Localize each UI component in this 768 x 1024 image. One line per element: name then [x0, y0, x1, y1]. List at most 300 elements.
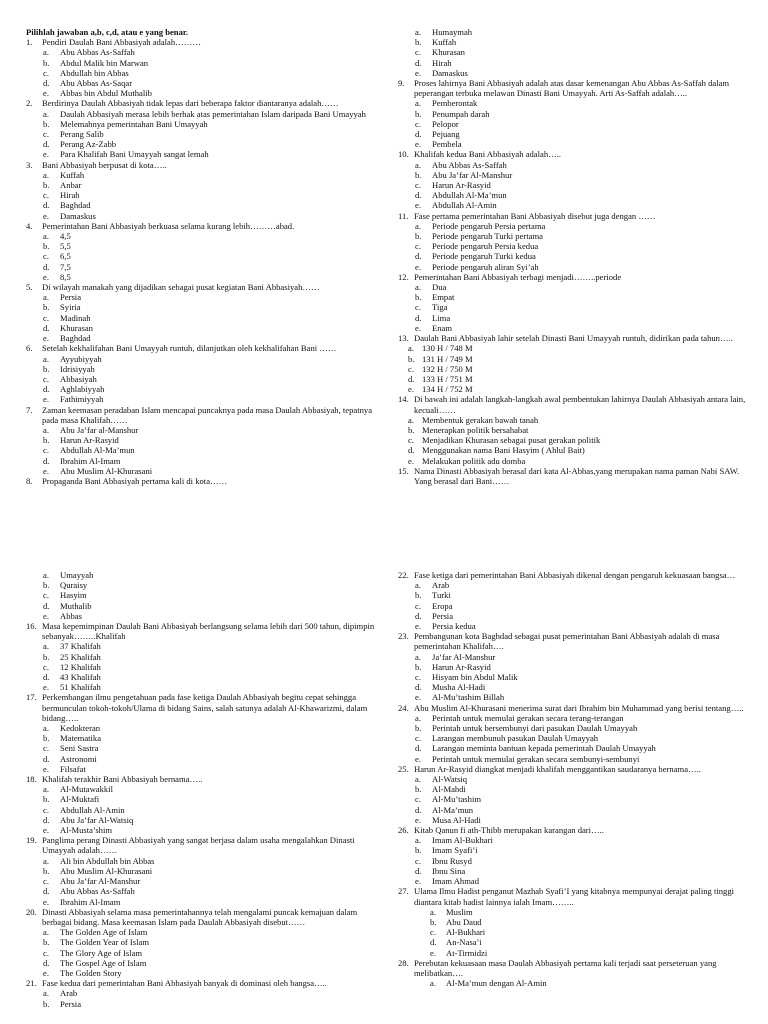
option-text: Periode pengaruh Persia kedua	[432, 241, 539, 252]
answer-option	[398, 692, 748, 702]
option-text: Pembela	[432, 139, 462, 150]
question-text: Masa kepemimpinan Daulah Bani Abbasiyah berlangsung selama lebih dari 500 tahun, dipimpin sebanyak……..Khalifah	[42, 621, 375, 642]
answer-option	[26, 384, 376, 394]
option-text: Imam Syafi’i	[432, 845, 478, 856]
question-number: 15.	[398, 465, 409, 476]
answer-option	[26, 662, 376, 672]
question	[398, 570, 748, 580]
answer-option	[26, 570, 376, 580]
question	[26, 282, 376, 292]
answer-option	[398, 590, 748, 600]
option-text: Kedokteran	[60, 723, 101, 734]
answer-option	[398, 343, 748, 353]
question	[26, 907, 376, 927]
answer-option	[26, 815, 376, 825]
option-letter: d.	[415, 743, 422, 754]
answer-option	[398, 170, 748, 180]
answer-option	[398, 98, 748, 108]
answer-option	[26, 927, 376, 937]
option-text: Al-Watsiq	[432, 774, 468, 785]
question	[26, 221, 376, 231]
answer-option	[398, 58, 748, 68]
question	[398, 149, 748, 159]
answer-option	[26, 672, 376, 682]
answer-option	[398, 374, 748, 384]
option-text: Arab	[432, 580, 450, 591]
answer-option	[398, 601, 748, 611]
option-letter: b.	[43, 998, 50, 1009]
answer-option	[26, 825, 376, 835]
option-text: Melakukan politik adu domba	[422, 455, 526, 466]
answer-option	[398, 662, 748, 672]
option-text: Baghdad	[60, 200, 91, 211]
answer-option	[26, 733, 376, 743]
option-text: Abdullah Al-Ma’mun	[60, 445, 135, 456]
option-letter: e.	[415, 200, 421, 211]
option-letter: a.	[430, 978, 436, 989]
option-letter: a.	[43, 927, 49, 938]
option-letter: a.	[43, 641, 49, 652]
option-letter: c.	[408, 363, 414, 374]
option-text: Khurasan	[60, 322, 93, 333]
question-text: Kitab Qanun fi ath-Thibb merupakan karangan dari…..	[414, 825, 604, 836]
answer-option	[26, 948, 376, 958]
option-letter: c.	[415, 118, 421, 129]
question-number: 7.	[26, 404, 33, 415]
answer-option	[398, 754, 748, 764]
answer-option	[398, 180, 748, 190]
answer-option	[398, 713, 748, 723]
answer-option	[26, 200, 376, 210]
answer-option	[26, 866, 376, 876]
answer-option	[26, 445, 376, 455]
option-text: At-Tirmidzi	[446, 947, 488, 958]
question-text: Fase kedua dari pemerintahan Bani Abbasiyah banyak di dominasi oleh bangsa…..	[42, 978, 327, 989]
option-text: Ibnu Sina	[432, 865, 466, 876]
question-text: Daulah Bani Abbasiyah lahir setelah Dinasti Bani Umayyah runtuh, didirikan pada tahun…..	[414, 333, 733, 344]
option-letter: a.	[415, 282, 421, 293]
option-letter: e.	[43, 333, 49, 344]
answer-option	[26, 466, 376, 476]
question-number: 23.	[398, 631, 409, 642]
question-text: Pendiri Daulah Bani Abbasiyah adalah………	[42, 37, 201, 48]
question-text: Pembangunan kota Baghdad sebagai pusat pemerintahan Bani Abbasiyah adalah di masa pemerintahan Khalifah….	[414, 631, 720, 652]
question	[398, 886, 748, 906]
option-letter: d.	[43, 814, 50, 825]
option-letter: d.	[408, 445, 415, 456]
answer-option	[26, 241, 376, 251]
option-text: Ibnu Rusyd	[432, 855, 472, 866]
answer-option	[26, 601, 376, 611]
option-text: Abu Daud	[446, 916, 482, 927]
option-text: 8,5	[60, 271, 71, 282]
option-text: Aghlabiyyah	[60, 384, 105, 395]
answer-option	[398, 774, 748, 784]
option-letter: d.	[415, 312, 422, 323]
option-text: Abu Muslim Al-Khurasani	[60, 865, 153, 876]
option-text: Larangan membunuh pasukan Daulah Umayyah	[432, 733, 599, 744]
answer-option	[26, 897, 376, 907]
question	[26, 476, 376, 486]
option-text: Seni Sastra	[60, 743, 99, 754]
question-text: Panglima perang Dinasti Abbasiyah yang sangat berjasa dalam usaha mengalahkan Dinasti Umayyah adalah……	[42, 835, 355, 856]
answer-option	[26, 149, 376, 159]
question-text: Bani Abbasiyah berpusat di kota…..	[42, 159, 167, 170]
answer-option	[398, 160, 748, 170]
question-text: Abu Muslim Al-Khurasani menerima surat dari Ibrahim bin Muhammad yang berisi tentang…..	[414, 702, 744, 713]
option-text: Perang Salib	[60, 129, 104, 140]
answer-option	[398, 907, 748, 917]
question-number: 18.	[26, 774, 37, 785]
option-text: Pelopor	[432, 118, 459, 129]
answer-option	[398, 456, 748, 466]
option-text: Ja’far Al-Manshur	[432, 651, 496, 662]
option-letter: d.	[43, 200, 50, 211]
question-text: Berdirinya Daulah Abbasiyah tidak lepas dari beberapa faktor diantaranya adalah……	[42, 98, 339, 109]
answer-option	[398, 282, 748, 292]
answer-option	[26, 119, 376, 129]
option-letter: a.	[415, 712, 421, 723]
option-text: Lima	[432, 312, 451, 323]
option-letter: a.	[415, 580, 421, 591]
option-text: Persia	[60, 998, 82, 1009]
option-letter: a.	[43, 855, 49, 866]
option-text: Harun Ar-Rasyid	[432, 661, 491, 672]
question	[398, 211, 748, 221]
answer-option	[398, 580, 748, 590]
option-text: Pejuang	[432, 129, 460, 140]
answer-option	[398, 611, 748, 621]
answer-option	[26, 333, 376, 343]
option-letter: d.	[415, 865, 422, 876]
option-text: Al-Ma’mun dengan Al-Amin	[446, 978, 547, 989]
question-text: Di wilayah manakah yang dijadikan sebagai pusat kegiatan Bani Abbasiyah……	[42, 282, 320, 293]
option-text: Perintah untuk memulai gerakan secara terang-terangan	[432, 712, 624, 723]
answer-option	[398, 445, 748, 455]
question-text: Di bawah ini adalah langkah-langkah awal pembentukan lahirnya Daulah Abbasiyah antara lain, kecuali……	[414, 394, 746, 415]
option-letter: d.	[43, 139, 50, 150]
option-letter: c.	[43, 67, 49, 78]
option-letter: a.	[430, 906, 436, 917]
question-text: Perkembangan ilmu pengetahuan pada fase ketiga Daulah Abbasiyah begitu cepat sehingga bermunculan tokoh-tokoh/Ulama di bidang Sains, salah satunya adalah Al-Khawarizmi, dalam bidang…..	[42, 692, 368, 723]
option-text: Arab	[60, 988, 78, 999]
question-text: Fase ketiga dari pemerintahan Bani Abbasiyah dikenal dengan pengaruh kekuasaan bangsa…	[414, 570, 736, 580]
option-letter: b.	[43, 580, 50, 591]
option-letter: e.	[415, 261, 421, 272]
option-letter: b.	[43, 794, 50, 805]
option-text: Abu Abbas As-Saffah	[60, 886, 135, 897]
question-column-3	[26, 570, 376, 1009]
option-text: Periode pengaruh Persia pertama	[432, 220, 546, 231]
question-number: 3.	[26, 159, 33, 170]
question-number: 16.	[26, 621, 37, 632]
option-text: Persia	[60, 292, 82, 303]
option-letter: b.	[415, 108, 422, 119]
option-letter: b.	[430, 916, 437, 927]
option-text: Al-Muktafi	[60, 794, 100, 805]
answer-option	[398, 139, 748, 149]
option-letter: a.	[408, 414, 414, 425]
option-letter: a.	[408, 343, 414, 354]
option-text: 51 Khalifah	[60, 682, 101, 693]
question	[26, 835, 376, 855]
answer-option	[398, 835, 748, 845]
question-text: Zaman keemasan peradaban Islam mencapai puncaknya pada masa Daulah Abbasiyah, tepatnya pada masa Khalifah……	[42, 404, 373, 425]
option-text: 133 H / 751 M	[422, 373, 473, 384]
option-text: Umayyah	[60, 570, 94, 580]
option-text: Al-Bukhari	[446, 927, 486, 938]
answer-option	[398, 435, 748, 445]
option-letter: c.	[415, 600, 421, 611]
answer-option	[26, 231, 376, 241]
option-letter: b.	[408, 424, 415, 435]
option-text: Madinah	[60, 312, 91, 323]
answer-option	[398, 47, 748, 57]
option-text: Baghdad	[60, 333, 91, 344]
answer-option	[26, 723, 376, 733]
option-text: Musa Al-Hadi	[432, 814, 481, 825]
option-text: Menjadikan Khurasan sebagai pusat gerakan politik	[422, 435, 601, 446]
answer-option	[26, 364, 376, 374]
option-letter: e.	[415, 139, 421, 150]
option-text: Abu Ja’far Al-Manshur	[60, 876, 141, 887]
option-letter: e.	[408, 384, 414, 395]
option-text: Humaymah	[432, 27, 473, 37]
option-text: Astronomi	[60, 753, 97, 764]
answer-option	[26, 937, 376, 947]
option-text: Persia kedua	[432, 621, 476, 632]
question-number: 5.	[26, 282, 33, 293]
answer-option	[398, 425, 748, 435]
option-text: Abu Abbas As-Saffah	[60, 47, 135, 58]
option-letter: d.	[43, 322, 50, 333]
answer-option	[26, 425, 376, 435]
option-text: Melemahnya pemerintahan Bani Umayyah	[60, 118, 208, 129]
option-letter: c.	[415, 855, 421, 866]
option-letter: a.	[415, 27, 421, 37]
answer-option	[398, 672, 748, 682]
answer-option	[26, 374, 376, 384]
option-letter: a.	[415, 159, 421, 170]
option-letter: e.	[415, 876, 421, 887]
option-text: Persia	[432, 610, 454, 621]
option-text: Al-Ma’mun	[432, 804, 474, 815]
question-number: 22.	[398, 570, 409, 580]
option-letter: a.	[415, 220, 421, 231]
option-text: 6,5	[60, 251, 71, 262]
option-letter: d.	[415, 804, 422, 815]
option-letter: d.	[415, 57, 422, 68]
option-letter: c.	[43, 251, 49, 262]
question	[26, 405, 376, 425]
answer-option	[398, 221, 748, 231]
option-letter: c.	[415, 47, 421, 58]
answer-option	[26, 302, 376, 312]
question-number: 27.	[398, 886, 409, 897]
option-letter: e.	[415, 621, 421, 632]
option-letter: a.	[415, 774, 421, 785]
answer-option	[398, 68, 748, 78]
option-text: Ibrahim Al-Imam	[60, 896, 121, 907]
option-letter: b.	[415, 231, 422, 242]
question	[398, 958, 748, 978]
answer-option	[26, 590, 376, 600]
question	[398, 825, 748, 835]
answer-option	[26, 743, 376, 753]
option-letter: c.	[43, 876, 49, 887]
option-letter: e.	[43, 682, 49, 693]
question	[26, 37, 376, 47]
option-letter: b.	[415, 169, 422, 180]
option-letter: e.	[43, 210, 49, 221]
option-text: 25 Khalifah	[60, 651, 101, 662]
option-letter: b.	[43, 937, 50, 948]
option-letter: a.	[415, 835, 421, 846]
option-text: Kuffah	[432, 37, 457, 48]
question-text: Fase pertama pemerintahan Bani Abbasiyah disebut juga dengan ……	[414, 210, 656, 221]
option-text: Al-Mu’tashim	[432, 794, 482, 805]
option-letter: c.	[43, 743, 49, 754]
answer-option	[398, 621, 748, 631]
option-text: 5,5	[60, 241, 71, 252]
option-text: Daulah Abbasiyah merasa lebih berhak atas pemerintahan Islam daripada Bani Umayyah	[60, 108, 366, 119]
question-number: 9.	[398, 78, 405, 89]
answer-option	[398, 241, 748, 251]
answer-option	[398, 927, 748, 937]
option-text: Abbas bin Abdul Muthalib	[60, 88, 152, 99]
answer-option	[398, 948, 748, 958]
option-letter: d.	[43, 384, 50, 395]
answer-option	[398, 364, 748, 374]
question-number: 17.	[26, 692, 37, 703]
answer-option	[26, 323, 376, 333]
option-text: Eropa	[432, 600, 453, 611]
answer-option	[26, 109, 376, 119]
option-letter: b.	[43, 302, 50, 313]
option-letter: d.	[43, 957, 50, 968]
option-letter: b.	[43, 118, 50, 129]
option-text: Hirah	[432, 57, 452, 68]
option-letter: c.	[415, 733, 421, 744]
option-letter: b.	[415, 590, 422, 601]
question	[26, 98, 376, 108]
question	[26, 774, 376, 784]
option-letter: a.	[43, 988, 49, 999]
option-text: Syiria	[60, 302, 81, 313]
question-number: 1.	[26, 37, 33, 48]
option-text: 130 H / 748 M	[422, 343, 473, 354]
option-letter: b.	[43, 733, 50, 744]
question-number: 26.	[398, 825, 409, 836]
option-letter: e.	[430, 947, 436, 958]
option-letter: c.	[43, 312, 49, 323]
option-letter: b.	[43, 651, 50, 662]
answer-option	[26, 292, 376, 302]
answer-option	[398, 937, 748, 947]
option-letter: a.	[43, 570, 49, 580]
question-number: 12.	[398, 271, 409, 282]
option-letter: e.	[415, 692, 421, 703]
option-text: The Golden Story	[60, 967, 122, 978]
option-text: Menerapkan politik bersahabat	[422, 424, 529, 435]
option-letter: d.	[43, 455, 50, 466]
answer-option	[26, 999, 376, 1009]
question-text: Pemerintahan Bani Abbasiyah terbagi menjadi……..periode	[414, 271, 622, 282]
option-text: Abdullah Al-Amin	[432, 200, 497, 211]
answer-option	[398, 262, 748, 272]
option-letter: c.	[415, 302, 421, 313]
option-text: 7,5	[60, 261, 71, 272]
answer-option	[398, 652, 748, 662]
answer-option	[26, 78, 376, 88]
answer-option	[26, 139, 376, 149]
option-letter: e.	[415, 322, 421, 333]
answer-option	[26, 262, 376, 272]
answer-option	[398, 815, 748, 825]
option-text: 37 Khalifah	[60, 641, 101, 652]
option-text: Ibrahim Al-Imam	[60, 455, 121, 466]
option-letter: b.	[415, 723, 422, 734]
option-letter: d.	[430, 937, 437, 948]
answer-option	[26, 211, 376, 221]
option-text: Periode pengaruh aliran Syi’ah	[432, 261, 539, 272]
option-letter: a.	[415, 651, 421, 662]
option-text: The Golden Year of Islam	[60, 937, 150, 948]
question-text: Ulama Ilmu Hadist penganut Mazhab Syafi’I yang kitabnya mempunyai derajat paling tinggi diantara kitab hadist lainnya ialah Imam……..	[414, 886, 735, 907]
option-letter: a.	[43, 108, 49, 119]
answer-option	[26, 968, 376, 978]
question-number: 21.	[26, 978, 37, 989]
option-letter: b.	[415, 292, 422, 303]
answer-option	[398, 733, 748, 743]
question	[26, 160, 376, 170]
question-column-2	[398, 27, 748, 486]
option-letter: c.	[43, 590, 49, 601]
option-letter: e.	[43, 88, 49, 99]
answer-option	[26, 611, 376, 621]
option-text: Perintah untuk bersembunyi dari pasukan Daulah Umayyah	[432, 723, 638, 734]
option-letter: a.	[43, 424, 49, 435]
answer-option	[26, 435, 376, 445]
answer-option	[398, 845, 748, 855]
answer-option	[398, 917, 748, 927]
answer-option	[26, 170, 376, 180]
option-text: Periode pengaruh Turki pertama	[432, 231, 543, 242]
question-text: Proses lahirnya Bani Abbasiyah adalah atas dasar kemenangan Abu Abbas As-Saffah dalam peperangan terbuka melawan Dinasti Bani Umayyah. Arti As-Saffah adalah…..	[414, 78, 730, 99]
question-column-4	[398, 570, 748, 988]
question	[26, 343, 376, 353]
option-letter: b.	[408, 353, 415, 364]
option-letter: c.	[43, 373, 49, 384]
question	[398, 78, 748, 98]
question-text: Dinasti Abbasiyah selama masa pemerintahannya telah mengalami puncak kemajuan dalam berbagai bidang. Masa keemasan Islam pada Daulah Abbasiyah disebut……	[42, 906, 358, 927]
option-letter: a.	[43, 169, 49, 180]
question	[26, 692, 376, 723]
question-column-1	[26, 27, 376, 486]
option-text: 134 H / 752 M	[422, 384, 473, 395]
option-text: Pemberontak	[432, 98, 478, 109]
option-letter: b.	[43, 57, 50, 68]
option-text: Abu Abbas As-Saffah	[432, 159, 507, 170]
answer-option	[398, 354, 748, 364]
option-letter: c.	[43, 190, 49, 201]
question	[398, 764, 748, 774]
answer-option	[26, 794, 376, 804]
option-letter: d.	[43, 672, 50, 683]
answer-option	[398, 856, 748, 866]
option-text: Tiga	[432, 302, 448, 313]
answer-option	[398, 323, 748, 333]
